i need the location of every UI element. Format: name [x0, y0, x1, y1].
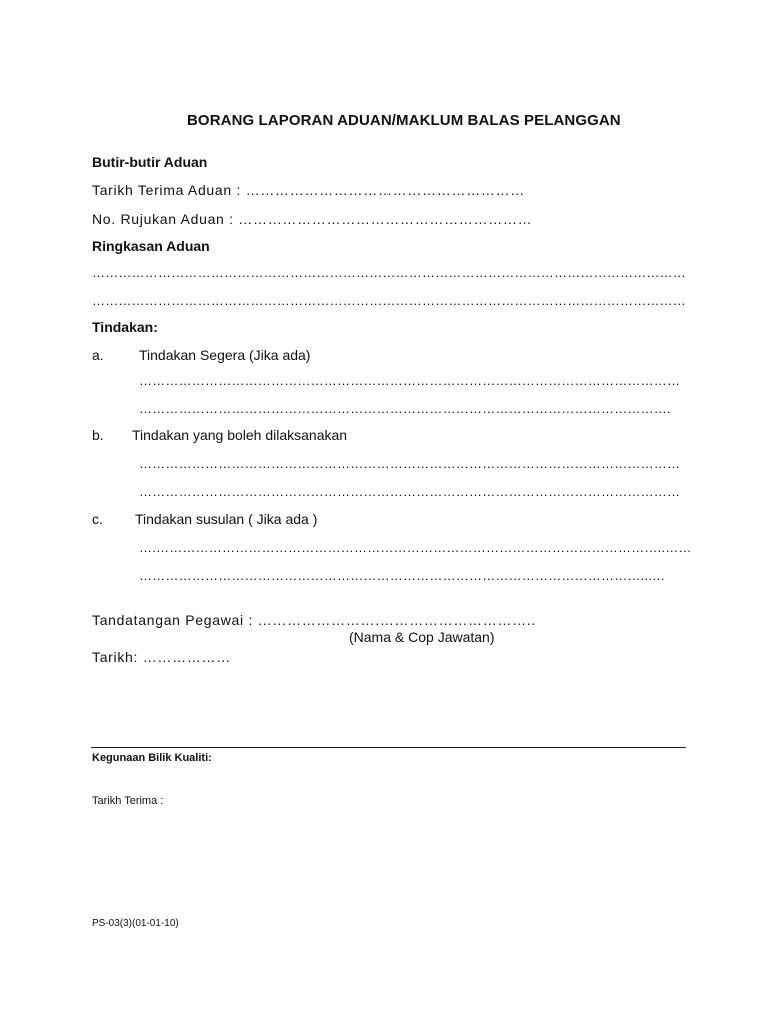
item-a-line-1: …………………………………………………………………………………………………………… [139, 373, 681, 388]
kegunaan-bilik-kualiti-heading: Kegunaan Bilik Kualiti: [92, 752, 212, 764]
item-b-label: Tindakan yang boleh dilaksanakan [132, 427, 348, 443]
item-a-line-2: …………………………………………………………………………………………………………. [139, 401, 671, 416]
section-ringkasan-aduan: Ringkasan Aduan [92, 238, 210, 254]
section-tindakan: Tindakan: [92, 319, 158, 335]
tarikh-terima-field: Tarikh Terima : [92, 795, 164, 807]
ringkasan-line-1: ……………………………………………………………………………………………………………………… [92, 265, 686, 280]
item-c-label: Tindakan susulan ( Jika ada ) [135, 511, 318, 527]
tarikh-terima-aduan-field: Tarikh Terima Aduan : ………………………………………………… [92, 182, 525, 198]
item-a-label: Tindakan Segera (Jika ada) [139, 347, 311, 363]
item-b-line-2: …………………………………………………………………………………………………………… [139, 484, 681, 499]
item-a-letter: a. [92, 347, 104, 363]
item-b-line-1: …………………………………………………………………………………………………………… [139, 456, 681, 471]
divider-line [91, 747, 686, 748]
tarikh-field: Tarikh: ……………… [92, 649, 231, 665]
form-title: BORANG LAPORAN ADUAN/MAKLUM BALAS PELANGGAN [187, 112, 621, 129]
form-code: PS-03(3)(01-01-10) [92, 918, 179, 929]
item-c-letter: c. [92, 511, 103, 527]
item-c-line-2: ……………………………………………………………………………………………………...… [139, 568, 666, 583]
ringkasan-line-2: ……………………………………………………………………………………………………………………… [92, 293, 686, 308]
tandatangan-pegawai-field: Tandatangan Pegawai : …………………….………………………….. [92, 612, 536, 628]
section-butir-aduan: Butir-butir Aduan [92, 154, 208, 170]
item-b-letter: b. [92, 427, 104, 443]
no-rujukan-aduan-field: No. Rujukan Aduan : …………………………………………………… [92, 211, 533, 227]
item-c-line-1: ….……………………………………………………………………………………………………..…… [139, 540, 692, 555]
nama-cop-jawatan-caption: (Nama & Cop Jawatan) [349, 629, 495, 645]
